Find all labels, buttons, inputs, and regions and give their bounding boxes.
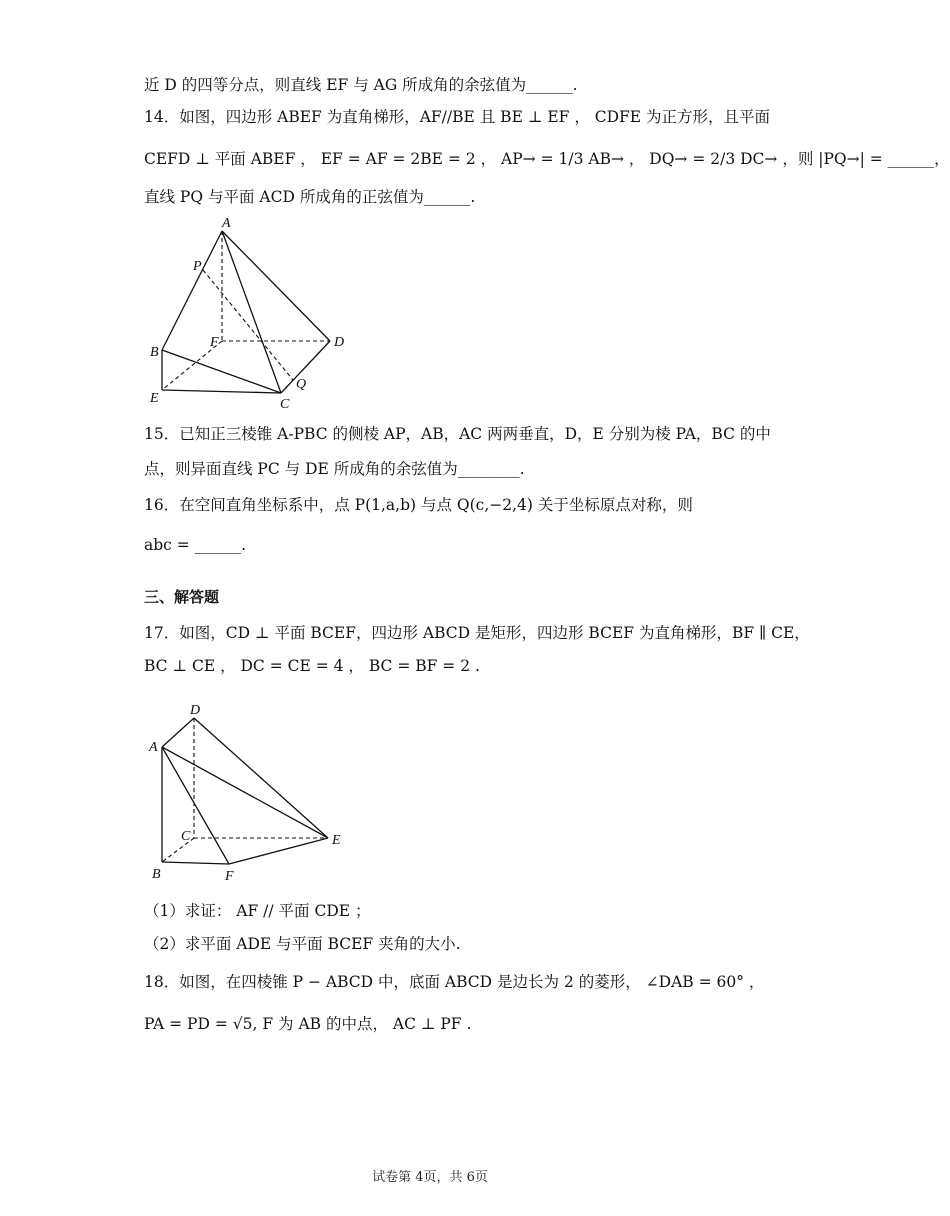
label-A: A: [222, 216, 231, 231]
label-C: C: [280, 397, 290, 412]
line-5: 15．已知正三棱锥 A-PBC 的侧棱 AP，AB，AC 两两垂直，D，E 分别为棱 PA，BC 的中: [144, 425, 771, 443]
line-15: PA = PD = √5, F 为 AB 的中点， AC ⊥ PF .: [144, 1015, 472, 1033]
label-C: C: [181, 829, 191, 844]
label-F: F: [225, 869, 234, 884]
line-6: 点，则异面直线 PC 与 DE 所成角的余弦值为________.: [144, 460, 525, 478]
label-E: E: [332, 833, 341, 848]
page-footer: 试卷第 4页，共 6页: [372, 1170, 488, 1185]
label-Q: Q: [296, 377, 307, 392]
label-D: D: [334, 335, 345, 350]
label-B: B: [152, 867, 161, 882]
line-2: 14．如图，四边形 ABEF 为直角梯形，AF//BE 且 BE ⊥ EF ， CDFE 为正方形，且平面: [144, 108, 771, 126]
line-10: 17．如图，CD ⊥ 平面 BCEF，四边形 ABCD 是矩形，四边形 BCEF 为直角梯形，BF ∥ CE，: [144, 624, 810, 642]
label-F: F: [210, 335, 219, 350]
line-1: 近 D 的四等分点，则直线 EF 与 AG 所成角的余弦值为______.: [144, 76, 578, 94]
figure-14-diagram: [140, 210, 370, 410]
label-B: B: [150, 345, 159, 360]
line-7: 16．在空间直角坐标系中，点 P(1,a,b) 与点 Q(c,−2,4) 关于坐标原点对称，则: [144, 496, 693, 514]
label-D: D: [190, 703, 201, 718]
figure-17-diagram: [140, 695, 360, 885]
label-A: A: [149, 740, 158, 755]
line-8: abc = ______.: [144, 536, 247, 554]
line-11: BC ⊥ CE ， DC = CE = 4 ， BC = BF = 2 .: [144, 657, 480, 675]
line-4: 直线 PQ 与平面 ACD 所成角的正弦值为______.: [144, 188, 476, 206]
label-E: E: [150, 391, 159, 406]
line-14: 18．如图，在四棱锥 P − ABCD 中，底面 ABCD 是边长为 2 的菱形， ∠DAB = 60° ，: [144, 973, 765, 991]
line-12: （1）求证： AF // 平面 CDE ；: [144, 902, 371, 920]
section-heading: 三、解答题: [144, 588, 220, 606]
line-3: CEFD ⊥ 平面 ABEF ， EF = AF = 2BE = 2 ， AP→ = 1/3 AB→ ， DQ→ = 2/3 DC→ ，则 |PQ→| = ______，: [144, 150, 950, 168]
line-13: （2）求平面 ADE 与平面 BCEF 夹角的大小.: [144, 935, 461, 953]
label-P: P: [193, 259, 202, 274]
